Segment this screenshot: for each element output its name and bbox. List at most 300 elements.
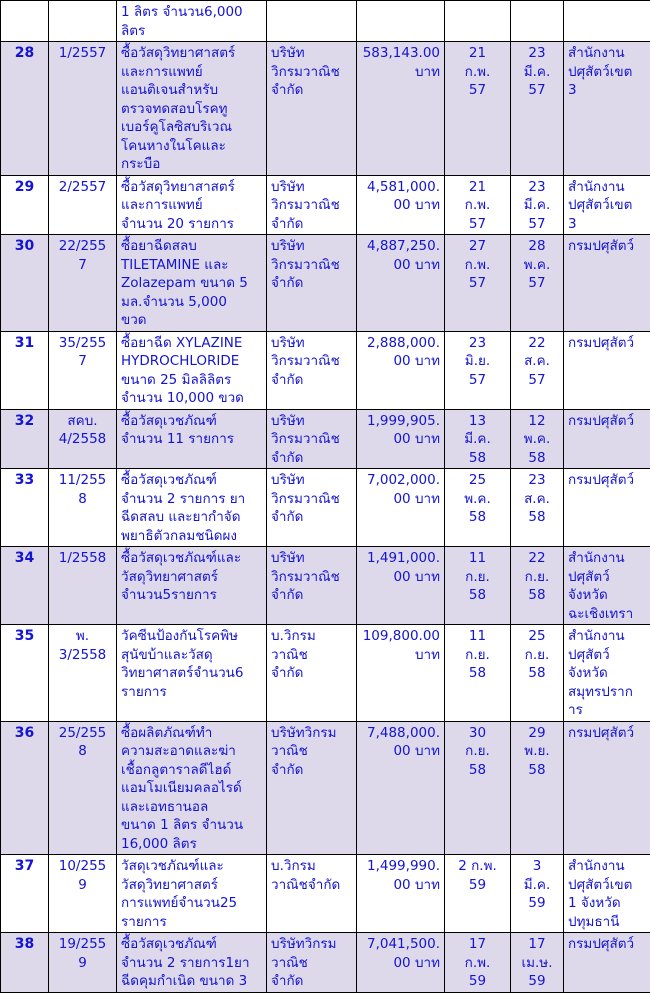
item-description-line: จำนวน 2 รายการ ยา — [121, 490, 262, 509]
vendor-name-line: บริษัท — [271, 237, 352, 256]
vendor-name — [267, 42, 357, 176]
end-date-line: 58 — [515, 586, 559, 605]
contract-number-line: พ. — [53, 627, 112, 646]
start-date — [445, 235, 511, 332]
vendor-name-line: วาณิช — [271, 954, 352, 973]
contract-amount — [357, 42, 445, 176]
vendor-name-line: บ.วิกรม — [271, 627, 352, 646]
contract-number-line: 7 — [53, 352, 112, 371]
item-description — [117, 42, 267, 176]
item-description-line: จำนวน 2 รายการ1ยา — [121, 954, 262, 973]
contract-number-line: 7 — [53, 256, 112, 275]
item-description-line: มล.จำนวน 5,000 — [121, 293, 262, 312]
vendor-name — [267, 409, 357, 469]
end-date-line: พ.ค. — [515, 430, 559, 449]
item-description-line: จำนวน 11 รายการ — [121, 430, 262, 449]
agency-name — [564, 547, 650, 625]
end-date — [511, 933, 564, 993]
start-date — [445, 409, 511, 469]
agency-name-line: สำนักงาน — [568, 627, 646, 646]
vendor-name-line: จำกัด — [271, 215, 352, 234]
agency-name-line: สำนักงาน — [568, 549, 646, 568]
vendor-name-line: จำกัด — [271, 761, 352, 780]
end-date — [511, 331, 564, 409]
item-description-line: วัคซีนป้องกันโรคพิษ — [121, 627, 262, 646]
end-date — [511, 625, 564, 722]
contract-number — [49, 42, 117, 176]
contract-amount-line: 1,499,990. — [361, 857, 440, 876]
vendor-name-line: จำกัด — [271, 972, 352, 991]
contract-amount-line: 00 บาท — [361, 196, 440, 215]
end-date-line: ส.ค. — [515, 490, 559, 509]
table-body — [1, 1, 650, 993]
end-date-line: 59 — [515, 972, 559, 991]
end-date-line: 3 — [515, 857, 559, 876]
end-date — [511, 42, 564, 176]
table-row — [1, 175, 650, 235]
end-date-line: ส.ค. — [515, 352, 559, 371]
start-date-line: 57 — [449, 274, 506, 293]
contract-amount-line: บาท — [361, 63, 440, 82]
end-date-line: ก.ย. — [515, 568, 559, 587]
row-number: 38 — [1, 933, 49, 993]
agency-name — [564, 409, 650, 469]
item-description-line: ซื้อผลิตภัณฑ์ทำ — [121, 724, 262, 743]
contract-amount-line: 2,888,000. — [361, 334, 440, 353]
start-date-line: ก.พ. — [449, 256, 506, 275]
vendor-name-line: จำกัด — [271, 508, 352, 527]
item-description-line: ขนาด 25 มิลลิลิตร — [121, 371, 262, 390]
agency-name — [564, 331, 650, 409]
start-date — [445, 331, 511, 409]
start-date-line: 57 — [449, 371, 506, 390]
agency-name-line: สำนักงาน — [568, 857, 646, 876]
contract-amount — [357, 933, 445, 993]
contract-number — [49, 547, 117, 625]
vendor-name-line: วิกรมวาณิช — [271, 196, 352, 215]
vendor-name-line: วิกรมวาณิช — [271, 568, 352, 587]
contract-number — [49, 235, 117, 332]
agency-name-line: ปศุสัตว์ — [568, 568, 646, 587]
row-number: 30 — [1, 235, 49, 332]
contract-amount — [357, 547, 445, 625]
vendor-name-line: บริษัท — [271, 549, 352, 568]
vendor-name-line: จำกัด — [271, 371, 352, 390]
start-date-line: 58 — [449, 664, 506, 683]
end-date-line: ก.ย. — [515, 646, 559, 665]
end-date — [511, 235, 564, 332]
contract-amount-line: 00 บาท — [361, 352, 440, 371]
end-date-line: 57 — [515, 274, 559, 293]
contract-amount — [357, 331, 445, 409]
contract-number-line: 9 — [53, 876, 112, 895]
table-row — [1, 625, 650, 722]
start-date-line: 58 — [449, 586, 506, 605]
item-description-line: ซื้อวัสดุเวชภัณฑ์ — [121, 935, 262, 954]
start-date-line: ก.ย. — [449, 568, 506, 587]
start-date — [445, 42, 511, 176]
contract-amount-line: 00 บาท — [361, 954, 440, 973]
start-date-line: ก.พ. — [449, 196, 506, 215]
contract-amount-line: 4,887,250. — [361, 237, 440, 256]
vendor-name-line: บริษัท — [271, 471, 352, 490]
contract-number-line: 10/255 — [53, 857, 112, 876]
table-row — [1, 855, 650, 933]
end-date-line: 22 — [515, 549, 559, 568]
end-date-line: พ.ย. — [515, 742, 559, 761]
contract-number — [49, 625, 117, 722]
table-row — [1, 933, 650, 993]
end-date — [511, 409, 564, 469]
contract-number-line: 19/255 — [53, 935, 112, 954]
item-description-line: ซื้อยาฉีดสลบ — [121, 237, 262, 256]
contract-number-line: สคบ. — [53, 412, 112, 431]
end-date-line: 23 — [515, 44, 559, 63]
item-description-line: กระบือ — [121, 155, 262, 174]
agency-name — [564, 42, 650, 176]
item-description-line: Zolazepam ขนาด 5 — [121, 274, 262, 293]
end-date-line: เม.ษ. — [515, 954, 559, 973]
end-date — [511, 469, 564, 547]
contract-amount — [357, 235, 445, 332]
end-date-line: มี.ค. — [515, 196, 559, 215]
item-description-line: วัสดุวิทยาศาสตร์ — [121, 876, 262, 895]
vendor-name — [267, 331, 357, 409]
agency-name — [564, 625, 650, 722]
vendor-name-line: จำกัด — [271, 586, 352, 605]
table-row — [1, 235, 650, 332]
start-date-line: 11 — [449, 627, 506, 646]
item-description-line: พยาธิตัวกลมชนิดผง — [121, 527, 262, 546]
agency-name-line: ปศุสัตว์เขต — [568, 876, 646, 895]
end-date-line: พ.ค. — [515, 256, 559, 275]
agency-name-line: กรมปศุสัตว์ — [568, 724, 646, 743]
row-number: 33 — [1, 469, 49, 547]
vendor-name-line: วาณิชจำกัด — [271, 876, 352, 895]
vendor-name-line: บ.วิกรม — [271, 857, 352, 876]
item-description-line: แอมโมเนียมคลอไรด์ — [121, 779, 262, 798]
row-number: 32 — [1, 409, 49, 469]
start-date-line: 59 — [449, 972, 506, 991]
start-date — [445, 855, 511, 933]
contract-number — [49, 855, 117, 933]
contract-amount-line: 7,488,000. — [361, 724, 440, 743]
agency-name-line: 1 จังหวัด — [568, 894, 646, 913]
table-row — [1, 547, 650, 625]
start-date-line: 27 — [449, 237, 506, 256]
agency-name-line: 3 — [568, 215, 646, 234]
item-description-line: รายการ — [121, 683, 262, 702]
start-date — [445, 175, 511, 235]
start-date-line: ก.ย. — [449, 742, 506, 761]
agency-name-line: 3 — [568, 81, 646, 100]
start-date-line: 21 — [449, 44, 506, 63]
contract-number — [49, 409, 117, 469]
agency-name-line: ปศุสัตว์ — [568, 646, 646, 665]
vendor-name-line: จำกัด — [271, 664, 352, 683]
item-description-line: สุนัขบ้าและวัสดุ — [121, 646, 262, 665]
end-date-line: 25 — [515, 627, 559, 646]
vendor-name — [267, 1, 357, 42]
vendor-name-line: วิกรมวาณิช — [271, 352, 352, 371]
vendor-name — [267, 547, 357, 625]
contract-number — [49, 175, 117, 235]
item-description — [117, 625, 267, 722]
agency-name-line: าร — [568, 701, 646, 720]
item-description-line: วัสดุวิทยาศาสตร์ — [121, 568, 262, 587]
row-number: 28 — [1, 42, 49, 176]
start-date-line: 58 — [449, 508, 506, 527]
agency-name-line: จังหวัด — [568, 664, 646, 683]
agency-name-line: ปทุมธานี — [568, 913, 646, 932]
end-date-line: 57 — [515, 81, 559, 100]
start-date-line: 30 — [449, 724, 506, 743]
end-date-line: 17 — [515, 935, 559, 954]
table-row — [1, 409, 650, 469]
vendor-name — [267, 721, 357, 855]
item-description — [117, 469, 267, 547]
end-date — [511, 175, 564, 235]
end-date-line: 22 — [515, 334, 559, 353]
contract-number-line: 11/255 — [53, 471, 112, 490]
contract-amount — [357, 855, 445, 933]
contract-amount-line: 00 บาท — [361, 430, 440, 449]
item-description — [117, 855, 267, 933]
end-date — [511, 721, 564, 855]
start-date — [445, 625, 511, 722]
item-description-line: และการแพทย์ — [121, 196, 262, 215]
start-date-line: มี.ค. — [449, 430, 506, 449]
start-date-line: 58 — [449, 449, 506, 468]
contract-number-line: 1/2558 — [53, 549, 112, 568]
start-date — [445, 547, 511, 625]
contract-number-line: 25/255 — [53, 724, 112, 743]
vendor-name-line: บริษัท — [271, 412, 352, 431]
contract-number — [49, 1, 117, 42]
end-date-line: 58 — [515, 449, 559, 468]
contract-number-line: 8 — [53, 490, 112, 509]
contract-amount-line: 00 บาท — [361, 490, 440, 509]
agency-name-line: สำนักงาน — [568, 178, 646, 197]
start-date-line: 59 — [449, 876, 506, 895]
agency-name-line: จังหวัด — [568, 586, 646, 605]
vendor-name-line: จำกัด — [271, 449, 352, 468]
end-date-line: 58 — [515, 761, 559, 780]
contract-number — [49, 721, 117, 855]
contract-number-line: 9 — [53, 954, 112, 973]
end-date-line: 58 — [515, 664, 559, 683]
start-date-line: พ.ค. — [449, 490, 506, 509]
agency-name — [564, 933, 650, 993]
vendor-name-line: จำกัด — [271, 81, 352, 100]
vendor-name — [267, 855, 357, 933]
item-description-line: ซื้อวัสดุเวชภัณฑ์และ — [121, 549, 262, 568]
contract-amount-line: 4,581,000. — [361, 178, 440, 197]
row-number: 34 — [1, 547, 49, 625]
agency-name-line: กรมปศุสัตว์ — [568, 334, 646, 353]
table-row — [1, 331, 650, 409]
end-date-line: มี.ค. — [515, 876, 559, 895]
agency-name — [564, 175, 650, 235]
start-date-line: 11 — [449, 549, 506, 568]
vendor-name-line: วิกรมวาณิช — [271, 63, 352, 82]
start-date-line: 57 — [449, 215, 506, 234]
end-date-line: มี.ค. — [515, 63, 559, 82]
contract-amount-line: 109,800.00 — [361, 627, 440, 646]
row-number: 37 — [1, 855, 49, 933]
contract-amount — [357, 625, 445, 722]
agency-name — [564, 1, 650, 42]
agency-name — [564, 721, 650, 855]
vendor-name-line: วิกรมวาณิช — [271, 256, 352, 275]
contract-amount-line: 00 บาท — [361, 256, 440, 275]
contract-amount-line: 7,041,500. — [361, 935, 440, 954]
contract-amount-line: 7,002,000. — [361, 471, 440, 490]
contract-number-line: 8 — [53, 742, 112, 761]
vendor-name — [267, 175, 357, 235]
end-date-line: 59 — [515, 894, 559, 913]
contract-amount-line: 00 บาท — [361, 876, 440, 895]
item-description-line: รายการ — [121, 913, 262, 932]
vendor-name-line: บริษัทวิกรม — [271, 724, 352, 743]
vendor-name-line: บริษัทวิกรม — [271, 935, 352, 954]
end-date-line: 29 — [515, 724, 559, 743]
item-description-line: ซื้อวัสดุวิทยาสาสตร์ — [121, 178, 262, 197]
item-description — [117, 235, 267, 332]
vendor-name-line: จำกัด — [271, 274, 352, 293]
item-description-line: ซื้อยาฉีด XYLAZINE — [121, 334, 262, 353]
agency-name-line: ฉะเชิงเทรา — [568, 605, 646, 624]
end-date-line: 57 — [515, 215, 559, 234]
end-date-line: 12 — [515, 412, 559, 431]
item-description — [117, 409, 267, 469]
item-description-line: ฉีดสลบ และยากำจัด — [121, 508, 262, 527]
contract-amount-line: 583,143.00 — [361, 44, 440, 63]
table-row — [1, 1, 650, 42]
vendor-name-line: วิกรมวาณิช — [271, 490, 352, 509]
item-description-line: และเอทธานอล — [121, 798, 262, 817]
item-description-line: จำนวน 10,000 ขวด — [121, 389, 262, 408]
row-number: 29 — [1, 175, 49, 235]
contract-number-line: 3/2558 — [53, 646, 112, 665]
item-description-line: ความสะอาดและฆ่า — [121, 742, 262, 761]
contract-amount-line: 00 บาท — [361, 742, 440, 761]
contract-number — [49, 933, 117, 993]
start-date — [445, 1, 511, 42]
agency-name — [564, 855, 650, 933]
item-description-line: 1 ลิตร จำนวน6,000 — [121, 3, 262, 22]
contract-amount-line: บาท — [361, 646, 440, 665]
vendor-name-line: วาณิช — [271, 742, 352, 761]
agency-name-line: ปศุสัตว์เขต — [568, 196, 646, 215]
contract-number-line: 2/2557 — [53, 178, 112, 197]
start-date-line: 21 — [449, 178, 506, 197]
start-date-line: ก.พ. — [449, 954, 506, 973]
agency-name — [564, 469, 650, 547]
agency-name-line: กรมปศุสัตว์ — [568, 471, 646, 490]
start-date-line: 2 ก.พ. — [449, 857, 506, 876]
contract-amount — [357, 721, 445, 855]
table-row — [1, 721, 650, 855]
vendor-name-line: วาณิช — [271, 646, 352, 665]
item-description-line: จำนวน5รายการ — [121, 586, 262, 605]
item-description-line: TILETAMINE และ — [121, 256, 262, 275]
item-description — [117, 547, 267, 625]
item-description-line: โคนหางในโคและ — [121, 137, 262, 156]
end-date-line: 28 — [515, 237, 559, 256]
start-date — [445, 721, 511, 855]
vendor-name — [267, 625, 357, 722]
item-description-line: ขวด — [121, 311, 262, 330]
vendor-name-line: บริษัท — [271, 44, 352, 63]
item-description-line: ซื้อวัสดุเวชภัณฑ์ — [121, 471, 262, 490]
item-description-line: วิทยาศาสตร์จำนวน6 — [121, 664, 262, 683]
item-description — [117, 175, 267, 235]
contract-number — [49, 469, 117, 547]
vendor-name-line: วิกรมวาณิช — [271, 430, 352, 449]
start-date — [445, 469, 511, 547]
agency-name-line: กรมปศุสัตว์ — [568, 412, 646, 431]
end-date-line: 57 — [515, 371, 559, 390]
item-description-line: การแพทย์จำนวน25 — [121, 894, 262, 913]
start-date — [445, 933, 511, 993]
item-description-line: วัสดุเวชภัณฑ์และ — [121, 857, 262, 876]
item-description-line: เบอร์คูโลซิสบริเวณ — [121, 118, 262, 137]
item-description-line: HYDROCHLORIDE — [121, 352, 262, 371]
vendor-name — [267, 235, 357, 332]
item-description-line: ฉีดคุมกำเนิด ขนาด 3 — [121, 972, 262, 991]
vendor-name — [267, 469, 357, 547]
item-description-line: ซื้อวัสดุเวชภัณฑ์ — [121, 412, 262, 431]
end-date-line: 58 — [515, 508, 559, 527]
item-description-line: ตรวจทดสอบโรคทู — [121, 100, 262, 119]
agency-name-line: สมุทรปราก — [568, 683, 646, 702]
agency-name-line: กรมปศุสัตว์ — [568, 935, 646, 954]
item-description — [117, 721, 267, 855]
contract-number-line: 22/255 — [53, 237, 112, 256]
contract-number — [49, 331, 117, 409]
table-row — [1, 42, 650, 176]
row-number: 31 — [1, 331, 49, 409]
row-number: 35 — [1, 625, 49, 722]
item-description — [117, 1, 267, 42]
agency-name-line: ปศุสัตว์เขต — [568, 63, 646, 82]
vendor-name — [267, 933, 357, 993]
vendor-name-line: บริษัท — [271, 178, 352, 197]
item-description-line: แอนติเจนสำหรับ — [121, 81, 262, 100]
contract-amount — [357, 1, 445, 42]
item-description-line: ซื้อวัสดุวิทยาศาสตร์ — [121, 44, 262, 63]
contract-amount-line: 1,491,000. — [361, 549, 440, 568]
item-description — [117, 933, 267, 993]
start-date-line: ก.พ. — [449, 63, 506, 82]
item-description-line: ลิตร — [121, 22, 262, 41]
agency-name-line: กรมปศุสัตว์ — [568, 237, 646, 256]
table-row — [1, 469, 650, 547]
contract-amount — [357, 469, 445, 547]
end-date-line: 23 — [515, 178, 559, 197]
end-date — [511, 855, 564, 933]
item-description-line: ขนาด 1 ลิตร จำนวน — [121, 816, 262, 835]
start-date-line: ก.ย. — [449, 646, 506, 665]
agency-name-line: สำนักงาน — [568, 44, 646, 63]
contract-amount — [357, 175, 445, 235]
start-date-line: 57 — [449, 81, 506, 100]
contract-number-line: 1/2557 — [53, 44, 112, 63]
start-date-line: 25 — [449, 471, 506, 490]
row-number: 36 — [1, 721, 49, 855]
contract-number-line: 4/2558 — [53, 430, 112, 449]
